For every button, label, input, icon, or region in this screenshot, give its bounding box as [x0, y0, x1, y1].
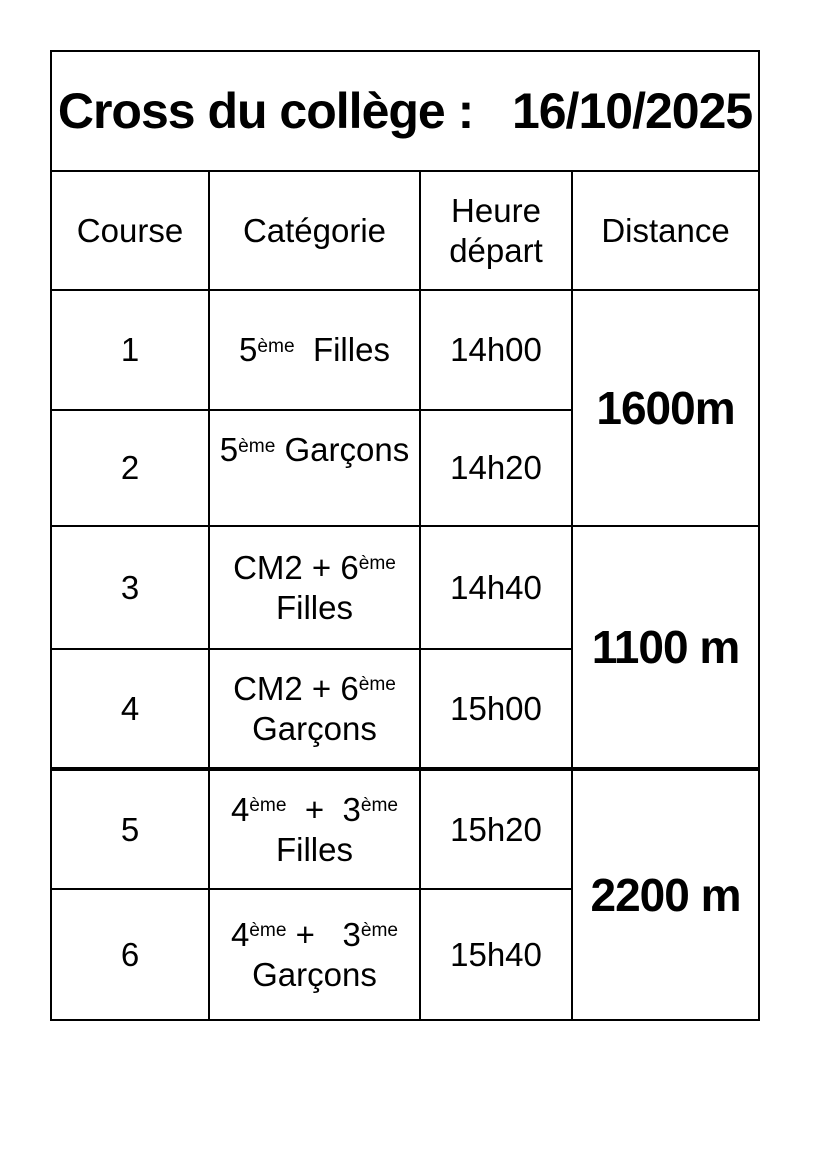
time-cell: 14h00 — [420, 290, 572, 410]
cross-schedule-table — [50, 50, 760, 1021]
category-cell: 4ème + 3ème Garçons — [209, 889, 420, 1020]
category-cell: 4ème + 3ème Filles — [209, 769, 420, 889]
course-number-cell: 5 — [51, 769, 209, 889]
time-cell: 15h40 — [420, 889, 572, 1020]
distance-cell: 1600m — [572, 290, 759, 526]
course-number-cell: 2 — [51, 410, 209, 526]
category-cell: 5ème Filles — [209, 290, 420, 410]
category-cell: CM2 + 6ème Garçons — [209, 649, 420, 769]
distance-cell: 1100 m — [572, 526, 759, 769]
header-distance: Distance — [572, 171, 759, 290]
header-row — [51, 171, 759, 290]
time-cell: 14h20 — [420, 410, 572, 526]
table-row — [51, 769, 759, 889]
header-course: Course — [51, 171, 209, 290]
table-row — [51, 526, 759, 649]
title-row — [51, 51, 759, 171]
header-heure-depart: Heure départ — [420, 171, 572, 290]
table-row — [51, 290, 759, 410]
category-cell: CM2 + 6ème Filles — [209, 526, 420, 649]
course-number-cell: 3 — [51, 526, 209, 649]
distance-cell: 2200 m — [572, 769, 759, 1020]
course-number-cell: 6 — [51, 889, 209, 1020]
course-number-cell: 4 — [51, 649, 209, 769]
time-cell: 14h40 — [420, 526, 572, 649]
time-cell: 15h20 — [420, 769, 572, 889]
category-cell: 5ème Garçons — [209, 410, 420, 526]
time-cell: 15h00 — [420, 649, 572, 769]
course-number-cell: 1 — [51, 290, 209, 410]
header-categorie: Catégorie — [209, 171, 420, 290]
document-title: Cross du collège : 16/10/2025 — [51, 51, 759, 171]
